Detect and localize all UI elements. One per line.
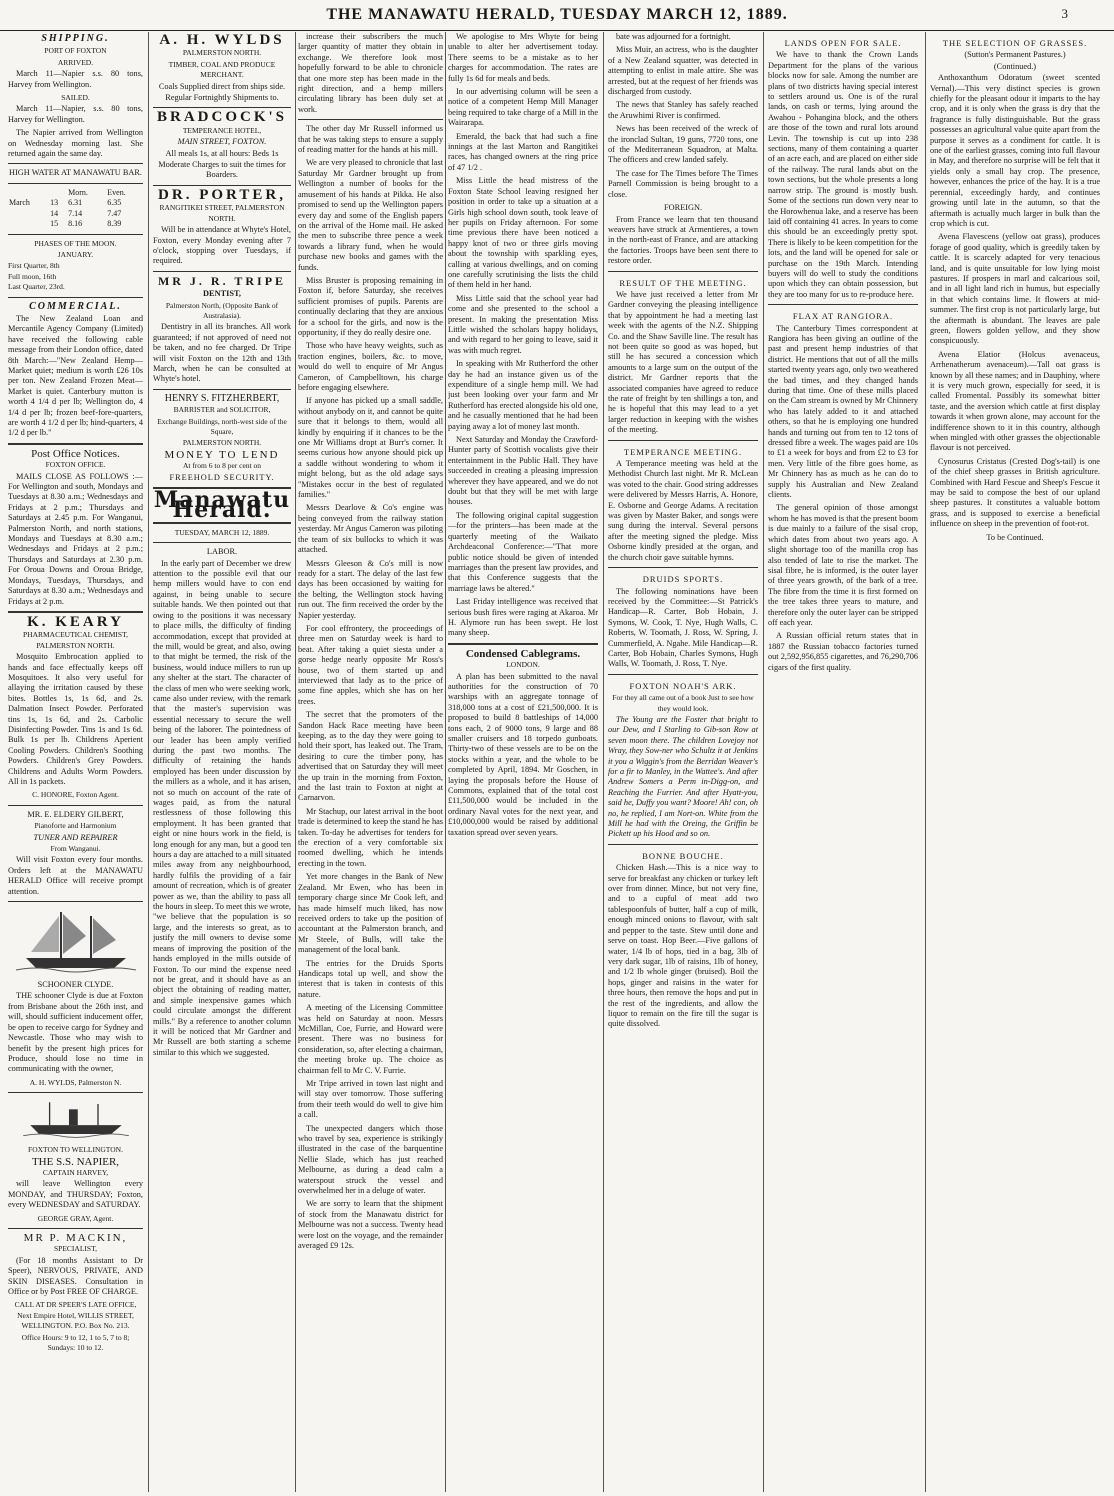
column-rule [603,32,604,1492]
temperance-heading: TEMPERANCE MEETING. [623,446,743,457]
lands-text: We have to thank the Crown Lands Department for the plans of the various blocks now for sale. Among the number are plans of two districts having special interest to settlers around us. One is of the rural lands, on cash or terms, lying around the Awahou - Pohangina block, and the others are those of the town and rural lots around Levin. The township is cut up into 238 sections, many of them containing a quarter of an acre each, and are placed on either side of the railway. The rural lands abut on the town sections, but the whole presents a long narrow strip. The ground is mostly bush. Some of the sections run down very near to the Horowhenua lake, and a reserve has been laid off containing 41 acres. In years to come this should be an exceedingly pretty spot. There is likely to be keen competition for the lots, and the land will be opened for sale or purchase on the 19th March. Intending buyers will do well to study the conditions upon which they can obtain possession, but they are too many for us to re-produce here. [768,50,918,299]
column-3 [298,32,443,1492]
grasses-continued: (Continued.) [993,61,1037,71]
bradcock-terms: Moderate Charges to suit the times for Boarders. [158,160,286,180]
keary-text: Mosquito Embrocation applied to hands and face effectually keeps off Mosquitoes. It also very useful for allaying the irritation caused by these bites. Bottles 1s, 1s 6d, and 2s. Dalmation Insect Powder. Perforated tins 1s, 1s 6d, and 2s. Carbolic Disinfecting Powder. Tins 1s and 1s 6d. Bulk 1s per lb. Childrens Aperient Cooling Powders. Children's Soothing Powders. Children's Grey Powders. Childrens and Adults Worm Powders. All in 1s packets. [8,652,143,786]
column-rule [295,32,296,1492]
table-cell: 15 [50,219,59,229]
cablegrams-text: A plan has been submitted to the naval authorities for the construction of 70 warships with an aggregate tonnage of 318,000 tons at a cost of £21,500,000. It is proposed to build 8 battleships of 14,000 tons each, 2 of 9000 tons, 9 large and 88 smaller cruisers and 18 torpedo gunboats. Thirty-two of these vessels are to be on the stocks within a year, and the whole to be completed by April, 1894. Mr Goschen, in laying the proposals before the House of Commons, explained that of the total cost £11,500,000 would be included in the ordinary Naval votes for the next year, and £10,000,000 would be raised by additional taxation spread over seven years. [448,671,598,837]
article-paragraph: In our advertising column will be seen a notice of a competent Hemp Mill Manager being required to take charge of a Mill in the Wairarapa. [448,87,598,128]
divider [608,674,758,675]
page-number: 3 [1061,6,1068,21]
porter-title: DR. PORTER, [158,186,286,203]
bonne-text: Chicken Hash.—This is a nice way to serve for breakfast any chicken or turkey left over from dinner. Mince, but not very fine, and to a cupful of meat add two tablespoonfuls of butter, half a cup of milk, enough minced onions to flavour, with salt and pepper to the taste. Stew until done and serve on toast. Hop Beer.—Five gallons of water, 1/4 lb of hops, tied in a bag, 3lb of very dark sugar, 1lb of raisins, 1lb of honey, and 1/2 lb whole ginger (bruised). Boil the hops, ginger and raisins in the water for three hours, then remove the hops and put in the rest of the ingredients, and allow the liquor to remain on the fire till the sugar is quite dissolved. [608,863,758,1029]
gilbert-title: MR. E. ELDERY GILBERT, [27,809,124,819]
article-paragraph: The news that Stanley has safely reached the Aruwhimi River is confirmed. [608,100,758,120]
meeting-text: We have just received a letter from Mr Gardner conveying the pleasing intelligence that by appointment he had a meeting last week with the agents of the N.Z. Shipping Co. and the Shaw Saville line. The result has not been quite so good as was hoped, but still he has secured a concession which amounts to a large sum on the output of the district. Mr Gardner reports that the associated companies have agreed to reduce the rate of freight by ten shillings a ton, and he is hopeful that this may lead to a yet larger reduction in keeping with the wishes of the meeting. [608,289,758,435]
mackin-call: CALL AT DR SPEER'S LATE OFFICE, Next Empire Hotel, WILLIS STREET, WELLINGTON. P.O. Box No. 213. [14,1300,137,1331]
gilbert-from: From Wanganui. [50,844,101,854]
article-paragraph: In speaking with Mr Rutherford the other day he had an instance given us of the expenditure of a single hemp mill. We had just been looking over your farm and Mr Rutherford has erected alongside his old one, and he casually mentioned that he had been paying away a lot of money last month. [448,359,598,431]
table-row [8,188,143,198]
masthead [0,0,1114,31]
temperance-text: A Temperance meeting was held at the Methodist Church last night. Mr R. McLean was voted to the chair. Good string addresses were delivered by Messrs Harris, A. Honore, E. Osborne and George Adams. A recitation was given by Master Baker, and songs were sung during the interval. Several persons after the meeting signed the pledge. Miss Osborne kindly presided at the organ, and the church choir gave suitable hymns. [608,459,758,562]
grasses-paragraph: Avena Flavescens (yellow oat grass), produces forage of good quality, which is greedily taken by cattle. It is scarcely adapted for very tenacious land, and is quite unsuitable for low lying moist pastures. If prospers in marl and calcarious soil, and in all light land rich in humus, but especially in that which contains lime. It flowers at mid-summer. The first crop is not particularly large, but the aftermath is abundant. The leaves are pale green, flowers golden yellow, and they show conspicuously. [930,232,1100,346]
mails-text: MAILS CLOSE AS FOLLOWS :— For Wellington and south, Mondays and Tuesdays at 8.30 a.m.; Wednesdays and Fridays at 2 p.m.; Thursdays and Saturdays at 2.45 p.m. For Wanganui, Palmerston North, and north stations, Mondays and Tuesdays at 8.30 a.m.; Wednesdays and Fridays at 2 p.m.; Thursdays and Saturdays at 2.30 p.m. For Oroua Downs and Oroua Bridge, Mondays, Tuesdays, Thursdays, and Saturdays at 8.30 a.m.; Wednesdays and Fridays at 2 p.m. [8,471,143,606]
tripe-text: Dentistry in all its branches. All work guaranteed; if not approved of need not be taken, and no fee charged. Dr Tripe will visit Foxton on the 12th and 13th March, when he can be consulted at Whyte's hotel. [153,322,291,384]
cablegrams-heading: Condensed Cablegrams. [465,647,581,660]
to-be-continued: To be Continued. [986,532,1044,542]
labor-heading: LABOR. [206,547,238,557]
article-paragraph: Mr Stachup, our latest arrival in the boot trade is determined to keep the stand he has taken. To-day he advertises for tenders for the erection of a very comfortable six roomed dwelling, which he intends erecting in the town. [298,806,443,868]
paper-date: TUESDAY, MARCH 12, 1889. [174,527,270,537]
wylds-signature: A. H. WYLDS, Palmerston N. [29,1077,122,1087]
arrived-text: March 11—Napier s.s. 80 tons, Harvey from Wellington. [8,69,143,89]
bradcock-sub: TEMPERANCE HOTEL, [182,125,262,135]
divider [8,297,143,298]
table-cell: March [9,198,30,208]
druids-heading: DRUIDS SPORTS. [642,574,724,585]
foreign-heading: FOREIGN. [663,203,703,213]
flax-text: The Canterbury Times correspondent at Rangiora has been giving an outline of the past and present hemp industries of that district. He mentions that out of all the mills started twenty years ago, only two weathered the bad times, and they changed hands during that time. One of these mills placed on the Cam stream is owned by Mr Chinnery who has lately added to it and attached others, so that he is employing one hundred hands and turning out from ten to 12 tons of dressed fibre a week. The wages paid are 10s to £1 a week for boys and from £2 to £3 for men. Very little of the fibre goes home, as Mr Chinnery has as much as he can do to supply his Australian and New Zealand clients. [768,323,918,500]
napier-agent: GEORGE GRAY, Agent. [37,1213,114,1223]
cablegrams-sub: LONDON. [506,660,540,670]
article-paragraph: A meeting of the Licensing Committee was held on Saturday at noon. Messrs McMillan, Coe, Furrie, and Howard were present. There was no business for consideration, so, after electing a chairman, the meeting broke up. The choice as chairman fell to Mr C. V. Furrie. [298,1003,443,1075]
bradcock-meals: All meals 1s, at all hours: Beds 1s [165,148,279,158]
post-office-heading: Post Office Notices. [31,447,120,460]
article-paragraph: Messrs Dearlove & Co's engine was being conveyed from the railway station yesterday. Mr Angus Cameron was piloting the team of six bullocks to which it was attached. [298,503,443,555]
table-cell: 14 [50,208,59,218]
divider [8,1228,143,1229]
moon-phase: Full moon, 16th [8,271,57,281]
article-paragraph: Emerald, the back that had such a fine innings at the last Marton and Rangitikei races, has changed owners at the ring price of 47 1/2 . [448,131,598,172]
gilbert-sub: Pianoforte and Harmonium [34,821,117,831]
moon-heading: PHASES OF THE MOON. [34,238,117,248]
napier-schedule: will leave Wellington every MONDAY, and THURSDAY; Foxton, every WEDNESDAY and SATURDAY. [8,1179,143,1210]
bonne-heading: BONNE BOUCHE. [642,850,724,861]
moon-month: JANUARY. [57,249,94,259]
article-paragraph: The secret that the promoters of the Sandon Hack Race meeting have been keeping, as to the day they were going to hold their sport, has leaked out. The Tram, desiring to cure the timber pony, has advertised that on Saturday they will meet the up train in the morning from Foxton, and the last train to Foxton at night at Carnarvon. [298,710,443,803]
schooner-title: SCHOONER CLYDE. [37,980,114,990]
column-2 [153,32,291,1492]
fitzherbert-rate: At from 6 to 8 per cent on [182,461,262,471]
table-cell: 6.35 [107,198,122,208]
bradcock-street: MAIN STREET, FOXTON. [177,137,267,147]
table-cell: 6.31 [68,198,83,208]
steamer-illustration [16,1097,136,1141]
foreign-text: From France we learn that ten thousand weavers have struck at Armentieres, a town in the north-east of France, and are attacking the factories. Troops have been sent there to restore order. [608,214,758,266]
article-paragraph: Yet more changes in the Bank of New Zealand. Mr Ewen, who has been in temporary charge since Mr Cook left, and has made himself much liked, has now received orders to take up the position of accountant at the Palmerston branch, and Mr Steele, of Bulls, will take the management of the local bank. [298,872,443,955]
article-paragraph: News has been received of the wreck of the ironclad Sultan, 19 guns, 7720 tons, one of the Mediterranean Squadron, at Malta. The officers and crew landed safely. [608,124,758,165]
grasses-paragraph: Anthoxanthum Odoratum (sweet scented Vernal).—This very distinct species is grown chiefly for the pleasant odour it imparts to the hay crop, and it is only when the grass is dry that the fragrance is fully distinguishable. But the grass possesses an agricultural value quite apart from the purpose it serves as a condiment for cattle. It is one of the earliest grasses, coming into full flavour in May, and therefore no surprise will be felt that it yields only a small hay crop. The presence, however, enhances the price of the hay. It is a true perennial, exceedingly hardy, and continues growing until late in the autumn, so that the aftermath is actually much larger in bulk than the crop which is cut. [930,73,1100,228]
grasses-sub: (Sutton's Permanent Pastures.) [964,50,1066,60]
divider [153,185,291,186]
wylds-title: A. H. WYLDS [159,32,285,48]
table-cell: Even. [107,187,126,197]
columns [8,32,1108,1492]
paper-nameplate: Manawatu Herald. [153,487,291,524]
column-rule [148,32,149,1492]
labor-text: In the early part of December we drew attention to the possible evil that our hemp millers would have to con end against, in being unable to secure suitable hands. We then pointed out that owing to the positions it was necessary to place mills, the difficulty of finding accommodation, except that provided at the mill, would be great, and also, owing to that might be termed, the risk of the business, would induce millers to run up any shelter at the start. The character of the class of men who were seeking work, came also under review, with the remark that the master's supervision was essential necessary to secure the well being of the laborer. The pointedness of our leader has been amply verified during the past two months. The difficulty of retaining the hands employed has been under discussion by the millers as a whole, and it has arisen, not so much on account of the rate of wages paid, as from the natural restlessness of those following this employment. It has been granted that eight or nine hours work in the field, is long enough for any man, but a good ten hours a day are attached to a mill situated miles away from any neighbourhood, hardly fulfils the providing of a fair amount of recreation, which is of greater power as we, than the ability to pass all the hours in sleep. To meet this we wrote, "we believe that the population is so large, and the interests so great, as to justify the mill owners to devise some means of improving the position of the hands employed in the mills outside of Foxton. To our mind the expense need not be great, and it should have as an object the obtaining of reading matter, and simple inexpensive games which could circulate amongst the different mills." By a reference to another column it will be noticed that Mr Gardner and Mr Russell are both starting a scheme similar to this which we suggested. [153,558,291,1057]
napier-captain: CAPTAIN HARVEY, [42,1167,109,1177]
table-cell [8,188,49,198]
article-paragraph: For cool effrontery, the proceedings of three men on Saturday week is hard to beat. After taking a quiet siesta under a gorse hedge nearly opposite Mr Ross's house, two of them started up and interviewed that lady as to the price of some fine apples, which she has on her trees. [298,623,443,706]
divider [8,611,143,613]
keary-sub: PHARMACEUTICAL CHEMIST, PALMERSTON NORTH. [22,630,128,650]
druids-text: The following nominations have been received by the Committee:—St Patrick's Handicap—R. Carter, Bob Hobain, J. Symons, W. Cook, T. Nye, Hugh Walls, C. Roberts, W. Toomath, J. Ross, W. Spring, J. Cummerfield, A. Ngahe. Mile Handicap—R. Carter, Bob Hobain, Charles Symons, Hugh Walls, W. Toomath, J. Ross, T. Nye. [608,586,758,669]
wylds-coal: Coals Supplied direct from ships side. [158,81,286,91]
article-paragraph: The following original capital suggestion—for the printers—has been made at the quarterly meeting of the Waikato Archdeaconal Conference:—"That more public notice should be given of intended marriages than the present law provides, and that this Conference suggests that the marriage laws be altered." [448,510,598,593]
article-paragraph: The unexpected dangers which those who travel by sea, experience is strikingly illustrated in the case of the barquentine Nellie Slade, which has just reached Melbourne, as during a dead calm a waterspout struck the vessel and overwhelmed her in a deluge of water. [298,1123,443,1196]
divider [8,163,143,164]
flax-text-2: The general opinion of those amongst whom he has moved is that the present boom is due mainly to a failure of the sisal crop, which dates from about two years ago. A slight shortage too of the manilla crop has also tended of late to rise the market. The sisal fibre, he is informed, is the outer layer of three years growth, of the bark of a tree. The fibre from the time it is first formed on the tree takes three years to mature, and therefore only the outer layer can be stripped off each year. [768,503,918,627]
column-7 [930,32,1100,1492]
napier-title: THE S.S. NAPIER, [31,1155,120,1168]
article-paragraph: If anyone has picked up a small saddle, without anybody on it, and cannot be quite sure that it belongs to them, would all kindly by enquiring if it chances to be the one Mr Williams dropt at Burr's corner. It seems curious how anyone should pick up a saddle without wondering to whom it might belong, but as the old adage says "Mistakes occur in the best of regulated families." [298,396,443,500]
wylds-shipments: Regular Fortnightly Shipments to. [165,93,279,103]
article-paragraph: We are sorry to learn that the shipment of stock from the Manawatu district for Melbourne was not a success. Twenty head were lost on the voyage, and the remainder averaged £9 12s. [298,1199,443,1251]
fitzherbert-place: Exchange Buildings, north-west side of the Square, [157,416,287,436]
fitzherbert-sub: BARRISTER and SOLICITOR, [173,405,271,415]
sailed-text: March 11—Napier, s.s. 80 tons, Harvey for Wellington. [8,104,143,124]
divider [768,304,918,305]
article-paragraph: Miss Muir, an actress, who is the daughter of a New Zealand squatter, was detected in attempting to enlist in male attire. She was arrested, but at the request of her friends was discharged from custody. [608,45,758,97]
divider [608,844,758,845]
divider [153,271,291,272]
grasses-heading: THE SELECTION OF GRASSES. [942,38,1088,48]
moon-phase: First Quarter, 8th [8,261,60,271]
article-paragraph: Miss Little the head mistress of the Foxton State School leaving resigned her position in order to take up a situation at a Girls high school down south, took leave of her pupils on Friday afternoon. For some time previous there have been noticed a happy knot of two or three girls moving about the township with sparkling eyes, calling at various dwellings, and on coming one carefully scrutinising the lists the child of them held in her hand. [448,176,598,290]
divider [298,119,443,120]
column-5 [608,32,758,1492]
article-paragraph: Miss Little said that the school year had come and she presented to the school a present. In making the presentation Miss Little wished the scholars happy holidays, and with regard to her going to leave, said it was with much regret. [448,293,598,355]
table-cell [8,209,49,219]
gilbert-note: Will visit Foxton every four months. Orders left at the MANAWATU HERALD Office will receive prompt attention. [8,855,143,896]
table-row [8,219,143,229]
divider [448,643,598,645]
port-heading: PORT OF FOXTON [44,46,107,56]
ark-text: The Young are the Foster that bright to our Dew, and I Starling to Gib-son Row at seven moon there. The children Lovejoy not Wray, they Sow-ner who Schultz it at Jenkins it you a Wiggin's from the Berridan Weaver's for a fir to Manley, in the Wattee's. And after Andrew Somers a Perm in-Digg-on, and Reaching the Furrier. And after Hyatt-you, said he, Duffy you want? Moore! Ah! con, oh no, he replied, I am Nort-on. White from the Mill he had with the Oreing, the Griffin be Pickett up his Hood and so on. [608,714,758,839]
commercial-heading: COMMERCIAL. [29,300,122,312]
wylds-place: PALMERSTON NORTH. [182,48,262,58]
column-6 [768,32,918,1492]
column-rule [763,32,764,1492]
table-cell: Morn. [68,187,88,197]
post-office-sub: FOXTON OFFICE. [45,460,106,470]
divider [608,440,758,441]
table-cell: 8.39 [107,219,122,229]
ark-heading: FOXTON NOAH'S ARK. [629,680,737,691]
porter-text: Will be in attendance at Whyte's Hotel, Foxton, every Monday evening after 7 o'clock, stopping over Tuesdays, if required. [153,225,291,266]
divider [153,389,291,390]
column-4 [448,32,598,1492]
divider [8,901,143,902]
article-paragraph: increase their subscribers the much larger quantity of matter they obtain in exchange. We therefore look most hopefully forward to be able to chronicle that one more step has been made in the right direction, and a hemp millers circulating library has been duly set at work. [298,32,443,114]
tripe-title: MR J. R. TRIPE [157,273,287,288]
article-paragraph: Messrs Gleeson & Co's mill is now ready for a start. The delay of the last few days has been occasioned by waiting for the belting, the Wellington stock having run out. The firm received the order by the Napier yesterday. [298,558,443,620]
lands-heading: LANDS OPEN FOR SALE. [784,38,902,48]
wylds-trade: TIMBER, COAL AND PRODUCE MERCHANT. [168,59,276,80]
keary-title: K. KEARY [27,613,124,630]
divider [153,542,291,543]
porter-street: RANGITIKEI STREET, PALMERSTON NORTH. [159,203,285,223]
high-water-heading: HIGH WATER AT MANAWATU BAR. [9,168,142,178]
mackin-text: (For 18 months Assistant to Dr Speer), NERVOUS, PRIVATE, AND SKIN DISEASES. Consultation in Office or by Post FREE OF CHARGE. [8,1255,143,1296]
gilbert-trade: TUNER AND REPAIRER [33,832,118,842]
napier-note: The Napier arrived from Wellington on Wednesday morning last. She returned again the same day. [8,128,143,159]
freehold-security: FREEHOLD SECURITY. [169,472,275,482]
arrived-label: ARRIVED. [57,57,94,67]
article-paragraph: The case for The Times before The Times Parnell Commission is being brought to a close. [608,168,758,199]
article-paragraph: The entries for the Druids Sports Handicaps total up well, and show the interest that is taken in contests of this nature. [298,958,443,999]
meeting-heading: RESULT OF THE MEETING. [619,277,747,288]
article-paragraph: We apologise to Mrs Whyte for being unable to alter her advertisement today. There seems to be a mistake as to her charges for accommodation. The rates are fully 1s 6d for meals and beds. [448,32,598,83]
table-row [8,198,143,208]
tripe-place: Palmerston North, (Opposite Bank of Australasia). [165,300,279,320]
divider [153,107,291,108]
mackin-sub: SPECIALIST, [54,1244,97,1254]
divider [8,183,143,184]
ark-sub: For they all came out of a book Just to see how they would look. [612,693,754,713]
divider [8,443,143,445]
grasses-paragraph: Avena Elatior (Holcus avenaceus, Arrhenatherum avenaceum).—Tall oat grass is known by all these names; and in Dauphiny, where it is very much grown, especially for seed, it is called Fromental. Possibly its somewhat bitter taste, and the aversion which cattle at first display towards it when grown alone, may account for the indifference shown to it in this country, although when mingled with other grasses the objectionable flavour is not perceived. [930,349,1100,453]
column-rule [925,32,926,1492]
tobacco-returns: A Russian official return states that in 1887 the Russian tobacco factories turned out 2,592,956,855 cigarettes, and 76,290,706 cigars of the first quality. [768,631,918,672]
schooner-text: THE schooner Clyde is due at Foxton from Brisbane about the 26th inst, and will, should sufficient inducement offer, be open to receive cargo for Sydney and Newcastle. Those who may wish to benefit by the present high prices for Produce, should lose no time in communicating with the owner, [8,991,143,1074]
divider [8,234,143,235]
table-cell [49,188,67,198]
grasses-paragraph: Cynosurus Cristatus (Crested Dog's-tail) is one of the chief sheep grasses in British agriculture. Combined with Hard Fescue and Sheep's Fescue it may be said to compose the best of our upland sheep pastures. It constitutes a valuable bottom grass, and is supposed to exercise a beneficial influence on sheep in the prevention of foot-rot. [930,456,1100,529]
table-cell [8,219,49,229]
table-cell: 13 [50,198,59,208]
divider [608,567,758,568]
fitzherbert-town: PALMERSTON NORTH. [182,438,262,448]
money-to-lend: MONEY TO LEND [164,448,280,461]
sailed-label: SAILED. [61,93,90,103]
divider [608,271,758,272]
article-paragraph: Last Friday intelligence was received that serious bush fires were raging at Akaroa. Mr H. Alymore run has been swept. He lost many sheep. [448,597,598,638]
column-1 [8,32,143,1492]
article-paragraph: The other day Mr Russell informed us that he was taking steps to ensure a supply of reading matter for the hands at his mill. [298,124,443,155]
shipping-heading: SHIPPING. [41,33,110,44]
flax-heading: FLAX AT RANGIORA. [792,311,894,322]
newspaper-title: THE MANAWATU HERALD, TUESDAY MARCH 12, 1889. [326,6,788,23]
commercial-text: The New Zealand Loan and Mercantile Agency Company (Limited) have received the following cable message from their London office, dated 8th March:—"New Zealand Hemp—Market quiet; medium is worth £26 10s per ton. New Zealand Frozen Meat—Market is quiet. Canterbury mutton is worth 4 1/4 d per lb; Wellington do, 4 1/4 d per lb; frozen beef-fore-quarters, are worth 4 1/2 d per lb; hind-quarters, 4 1/2 d per lb." [8,313,143,438]
article-paragraph: bate was adjourned for a fortnight. [616,32,731,41]
table-cell: 7.14 [68,208,83,218]
table-row [8,209,143,219]
tripe-sub: DENTIST, [203,289,241,299]
article-paragraph: Mr Tripe arrived in town last night and will stay over tomorrow. Those suffering from their teeth would do well to give him a call. [298,1079,443,1120]
high-water-table [8,188,143,230]
table-cell: 8.16 [68,219,83,229]
honore-signature: C. HONORE, Foxton Agent. [32,790,119,800]
column-rule [445,32,446,1492]
bradcock-title: BRADCOCK'S [156,109,287,126]
mackin-hours: Office Hours: 9 to 12, 1 to 5, 7 to 8; Sundays: 10 to 12. [21,1332,130,1353]
article-paragraph: We are very pleased to chronicle that last Saturday Mr Gardner brought up from Wellington a number of books for the amusement of his hands at Pikka. He also promised to send up the Wellington papers every day and some of the English papers on the arrival of the Home mail. He asked the men to subscribe three pence a week towards a library fund, when he would purchase new books and games with the funds. [298,158,443,272]
foxton-wellington-heading: FOXTON TO WELLINGTON. [28,1145,123,1155]
table-cell: 7.47 [107,208,122,218]
article-paragraph: Those who have heavy weights, such as traction engines, boilers, &c. to move, would do well to enquire of Mr Angus Cameron, of Campbelltown, his charge before engaging elsewhere. [298,341,443,392]
moon-phase: Last Quarter, 23rd. [8,282,65,292]
schooner-illustration [16,906,136,976]
fitzherbert-title: HENRY S. FITZHERBERT, [164,392,280,404]
divider [8,1092,143,1093]
article-paragraph: Miss Bruster is proposing remaining in Foxton if, before Saturday, she receives sufficient promises of pupils. Parents are continually declaring that they are anxious for a school for the girls, and now is the opportunity, if they do really desire one. [298,275,443,337]
divider [8,805,143,806]
mackin-title: MR P. MACKIN, [23,1231,128,1244]
article-paragraph: Next Saturday and Monday the Crawford-Hunter party of Scottish vocalists give their entertainment in the Public Hall. They have succeeded in creating a pleasing impression wherever they have appeared, and we do not doubt but that they will be met with large houses. [448,435,598,507]
